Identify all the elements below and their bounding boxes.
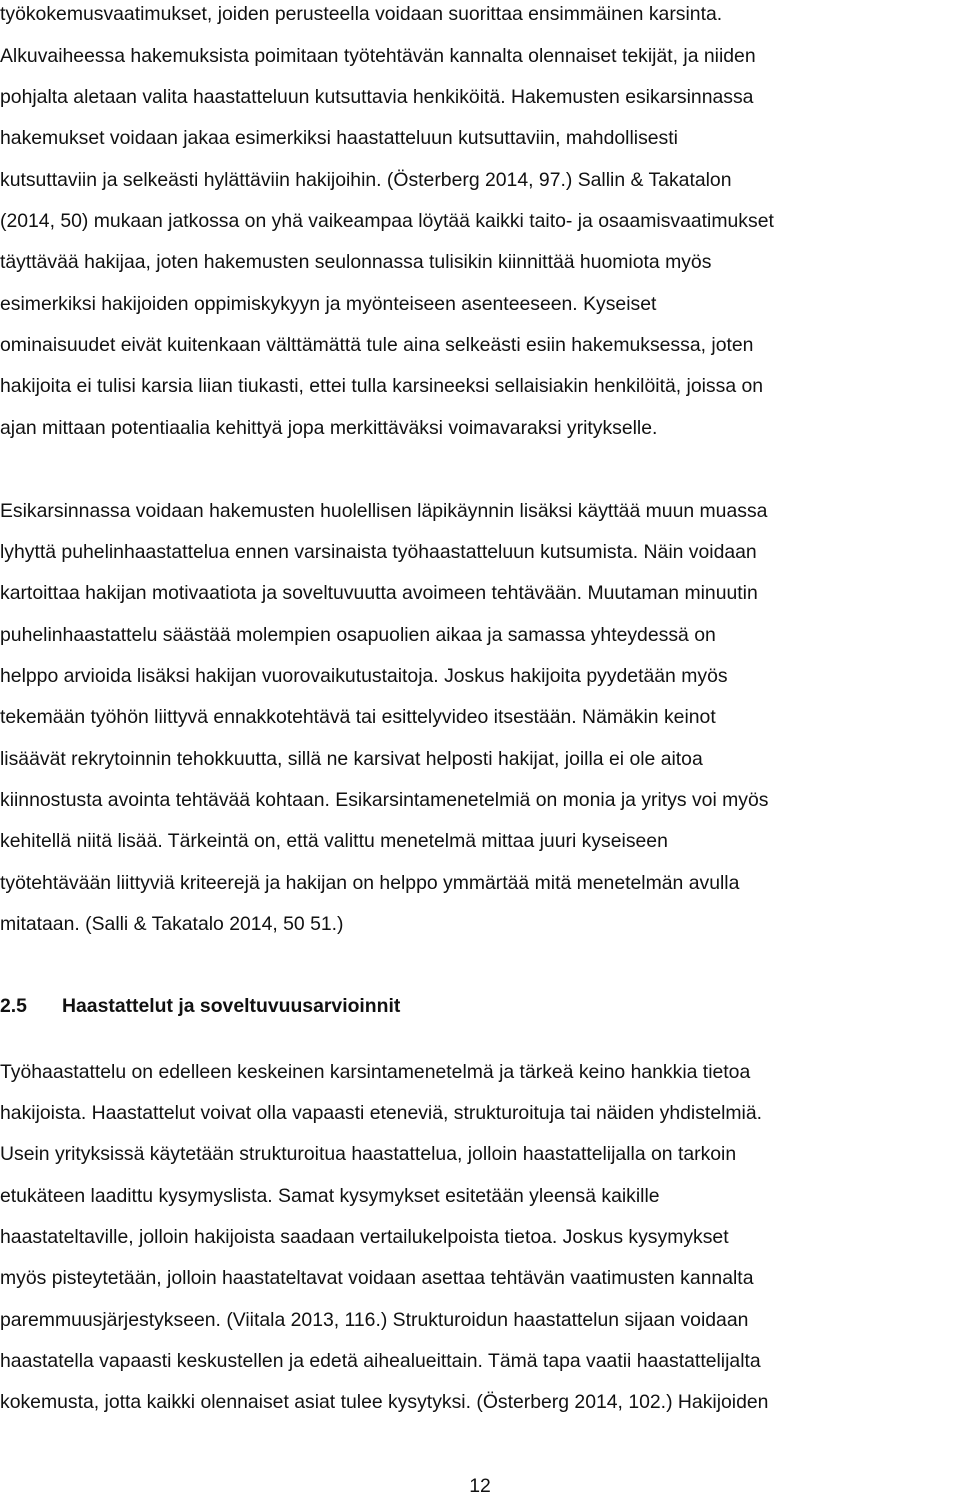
text-line: esimerkiksi hakijoiden oppimiskykyyn ja myönteiseen asenteeseen. Kyseiset [0, 293, 657, 315]
text-line: täyttävää hakijaa, joten hakemusten seulonnassa tulisikin kiinnittää huomiota myös [0, 251, 712, 273]
text-line: hakijoita ei tulisi karsia liian tiukasti, ettei tulla karsineeksi sellaisiakin henkilöitä, joissa on [0, 375, 764, 397]
section-title: Haastattelut ja soveltuvuusarvioinnit [62, 995, 401, 1017]
text-line: lisäävät rekrytoinnin tehokkuutta, sillä ne karsivat helposti hakijat, joilla ei ole aitoa [0, 748, 703, 770]
text-line: puhelinhaastattelu säästää molempien osapuolien aikaa ja samassa yhteydessä on [0, 624, 716, 646]
text-line: hakijoista. Haastattelut voivat olla vapaasti eteneviä, strukturoituja tai näiden yhdistelmiä. [0, 1102, 763, 1124]
page-number: 12 [469, 1475, 491, 1497]
text-line: ominaisuudet eivät kuitenkaan välttämättä tule aina selkeästi esiin hakemuksessa, joten [0, 334, 754, 356]
text-line: haastatella vapaasti keskustellen ja edetä aihealueittain. Tämä tapa vaatii haastattelijalta [0, 1350, 761, 1372]
text-line: kehitellä niitä lisää. Tärkeintä on, että valittu menetelmä mittaa juuri kyseiseen [0, 830, 668, 852]
text-line: ajan mittaan potentiaalia kehittyä jopa merkittäväksi voimavaraksi yritykselle. [0, 417, 658, 439]
text-line: tekemään työhön liittyvä ennakkotehtävä tai esittelyvideo itsestään. Nämäkin keinot [0, 706, 716, 728]
text-line: etukäteen laadittu kysymyslista. Samat kysymykset esitetään yleensä kaikille [0, 1185, 660, 1207]
text-line: työtehtävään liittyviä kriteerejä ja hakijan on helppo ymmärtää mitä menetelmän avulla [0, 872, 740, 894]
section-number: 2.5 [0, 995, 27, 1017]
text-line: Usein yrityksissä käytetään strukturoitua haastattelua, jolloin haastattelijalla on tarkoin [0, 1143, 737, 1165]
text-line: kiinnostusta avointa tehtävää kohtaan. Esikarsintamenetelmiä on monia ja yritys voi myös [0, 789, 769, 811]
text-line: Työhaastattelu on edelleen keskeinen karsintamenetelmä ja tärkeä keino hankkia tietoa [0, 1061, 751, 1083]
text-line: (2014, 50) mukaan jatkossa on yhä vaikeampaa löytää kaikki taito- ja osaamisvaatimukset [0, 210, 774, 232]
text-line: pohjalta aletaan valita haastatteluun kutsuttavia henkiköitä. Hakemusten esikarsinnassa [0, 86, 754, 108]
text-line: helppo arvioida lisäksi hakijan vuorovaikutustaitoja. Joskus hakijoita pyydetään myös [0, 665, 728, 687]
text-line: Esikarsinnassa voidaan hakemusten huolellisen läpikäynnin lisäksi käyttää muun muassa [0, 500, 768, 522]
text-line: kokemusta, jotta kaikki olennaiset asiat tulee kysytyksi. (Österberg 2014, 102.) Hakijoiden [0, 1391, 769, 1413]
text-line: kartoittaa hakijan motivaatiota ja soveltuvuutta avoimeen tehtävään. Muutaman minuutin [0, 582, 758, 604]
text-line: paremmuusjärjestykseen. (Viitala 2013, 116.) Strukturoidun haastattelun sijaan voidaan [0, 1309, 749, 1331]
text-line: Alkuvaiheessa hakemuksista poimitaan työtehtävän kannalta olennaiset tekijät, ja niiden [0, 45, 756, 67]
text-line: kutsuttaviin ja selkeästi hylättäviin hakijoihin. (Österberg 2014, 97.) Sallin & Takatalon [0, 169, 732, 191]
text-line: lyhyttä puhelinhaastattelua ennen varsinaista työhaastatteluun kutsumista. Näin voidaan [0, 541, 757, 563]
text-line: hakemukset voidaan jakaa esimerkiksi haastatteluun kutsuttaviin, mahdollisesti [0, 127, 678, 149]
text-line: mitataan. (Salli & Takatalo 2014, 50 51.) [0, 913, 344, 935]
text-line: myös pisteytetään, jolloin haastateltavat voidaan asettaa tehtävän vaatimusten kannalta [0, 1267, 754, 1289]
text-line: työkokemusvaatimukset, joiden perusteella voidaan suorittaa ensimmäinen karsinta. [0, 3, 723, 25]
text-line: haastateltaville, jolloin hakijoista saadaan vertailukelpoista tietoa. Joskus kysymykset [0, 1226, 729, 1248]
section-heading [0, 994, 400, 1018]
